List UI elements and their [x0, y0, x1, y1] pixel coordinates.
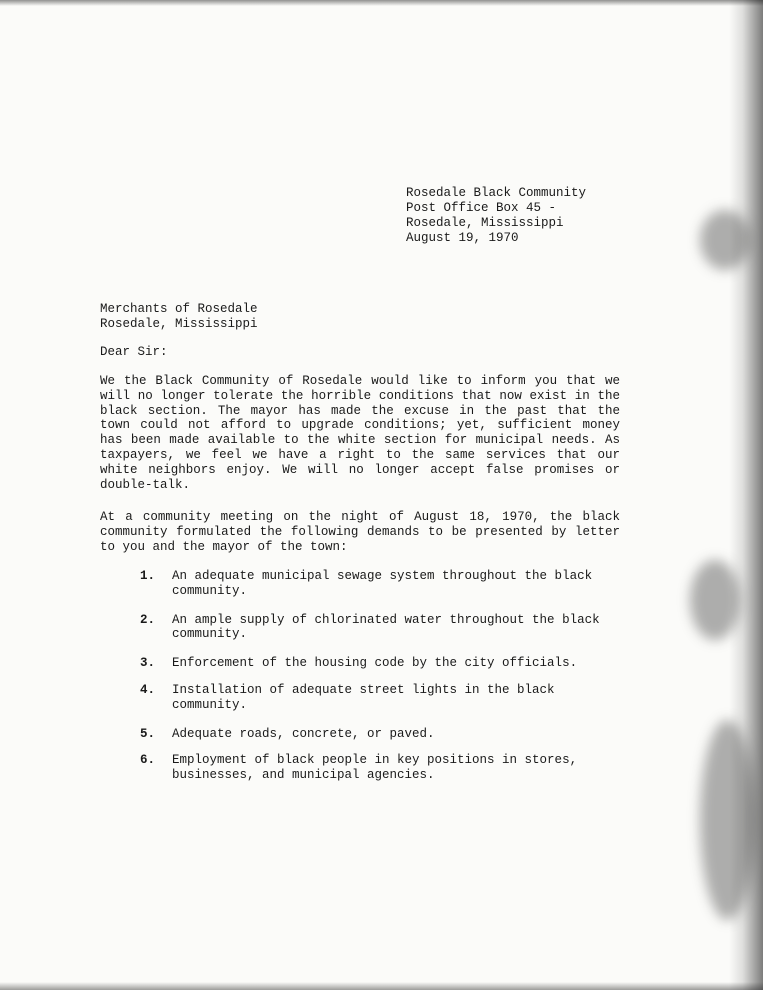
item-text: Employment of black people in key positions in stores, businesses, and municipal agencies.: [172, 753, 578, 783]
list-item: [140, 753, 620, 783]
list-item: [140, 569, 620, 599]
list-item: [140, 683, 620, 713]
scan-smudge: [700, 720, 755, 920]
letter-date: August 19, 1970: [406, 231, 519, 245]
item-number: 5.: [140, 726, 156, 741]
body-paragraph-1: We the Black Community of Rosedale would like to inform you that we will no longer tolerate the horrible conditions that now exist in the black section. The mayor has made the excuse in the past that the town could not afford to upgrade conditions; yet, sufficient money has been made available to the white section for municipal needs. As taxpayers, we feel we have a right to the same services that our white neighbors enjoy. We will no longer accept false promises or double-talk.: [100, 374, 620, 492]
list-item: [140, 613, 620, 643]
item-text: Installation of adequate street lights in the black community.: [172, 682, 555, 712]
list-item: [140, 656, 620, 671]
scan-smudge: [690, 560, 740, 640]
item-number: 1.: [140, 569, 156, 583]
recipient-line2: Rosedale, Mississippi: [100, 317, 258, 331]
recipient-line1: Merchants of Rosedale: [100, 302, 258, 316]
scan-smudge: [700, 210, 750, 270]
scan-edge-top: [0, 0, 763, 6]
item-number: 2.: [140, 612, 156, 627]
demands-list: [140, 569, 620, 783]
item-text: An ample supply of chlorinated water throughout the black community.: [172, 612, 600, 642]
sender-box: Post Office Box 45 -: [406, 201, 557, 215]
sender-address: [406, 186, 586, 246]
item-number: 3.: [140, 656, 156, 671]
salutation: Dear Sir:: [100, 345, 168, 359]
body-paragraph-2: At a community meeting on the night of August 18, 1970, the black community formulated the following demands to be presented by letter to you and the mayor of the town:: [100, 510, 620, 554]
sender-name: Rosedale Black Community: [406, 186, 587, 200]
item-number: 6.: [140, 753, 156, 768]
list-item: [140, 727, 620, 742]
item-text: Adequate roads, concrete, or paved.: [172, 726, 435, 741]
scan-edge-bottom: [0, 982, 763, 990]
item-number: 4.: [140, 682, 156, 697]
sender-city: Rosedale, Mississippi: [406, 216, 564, 230]
item-text: An adequate municipal sewage system throughout the black community.: [172, 569, 593, 598]
recipient-address: [100, 302, 258, 332]
item-text: Enforcement of the housing code by the city officials.: [172, 656, 578, 671]
